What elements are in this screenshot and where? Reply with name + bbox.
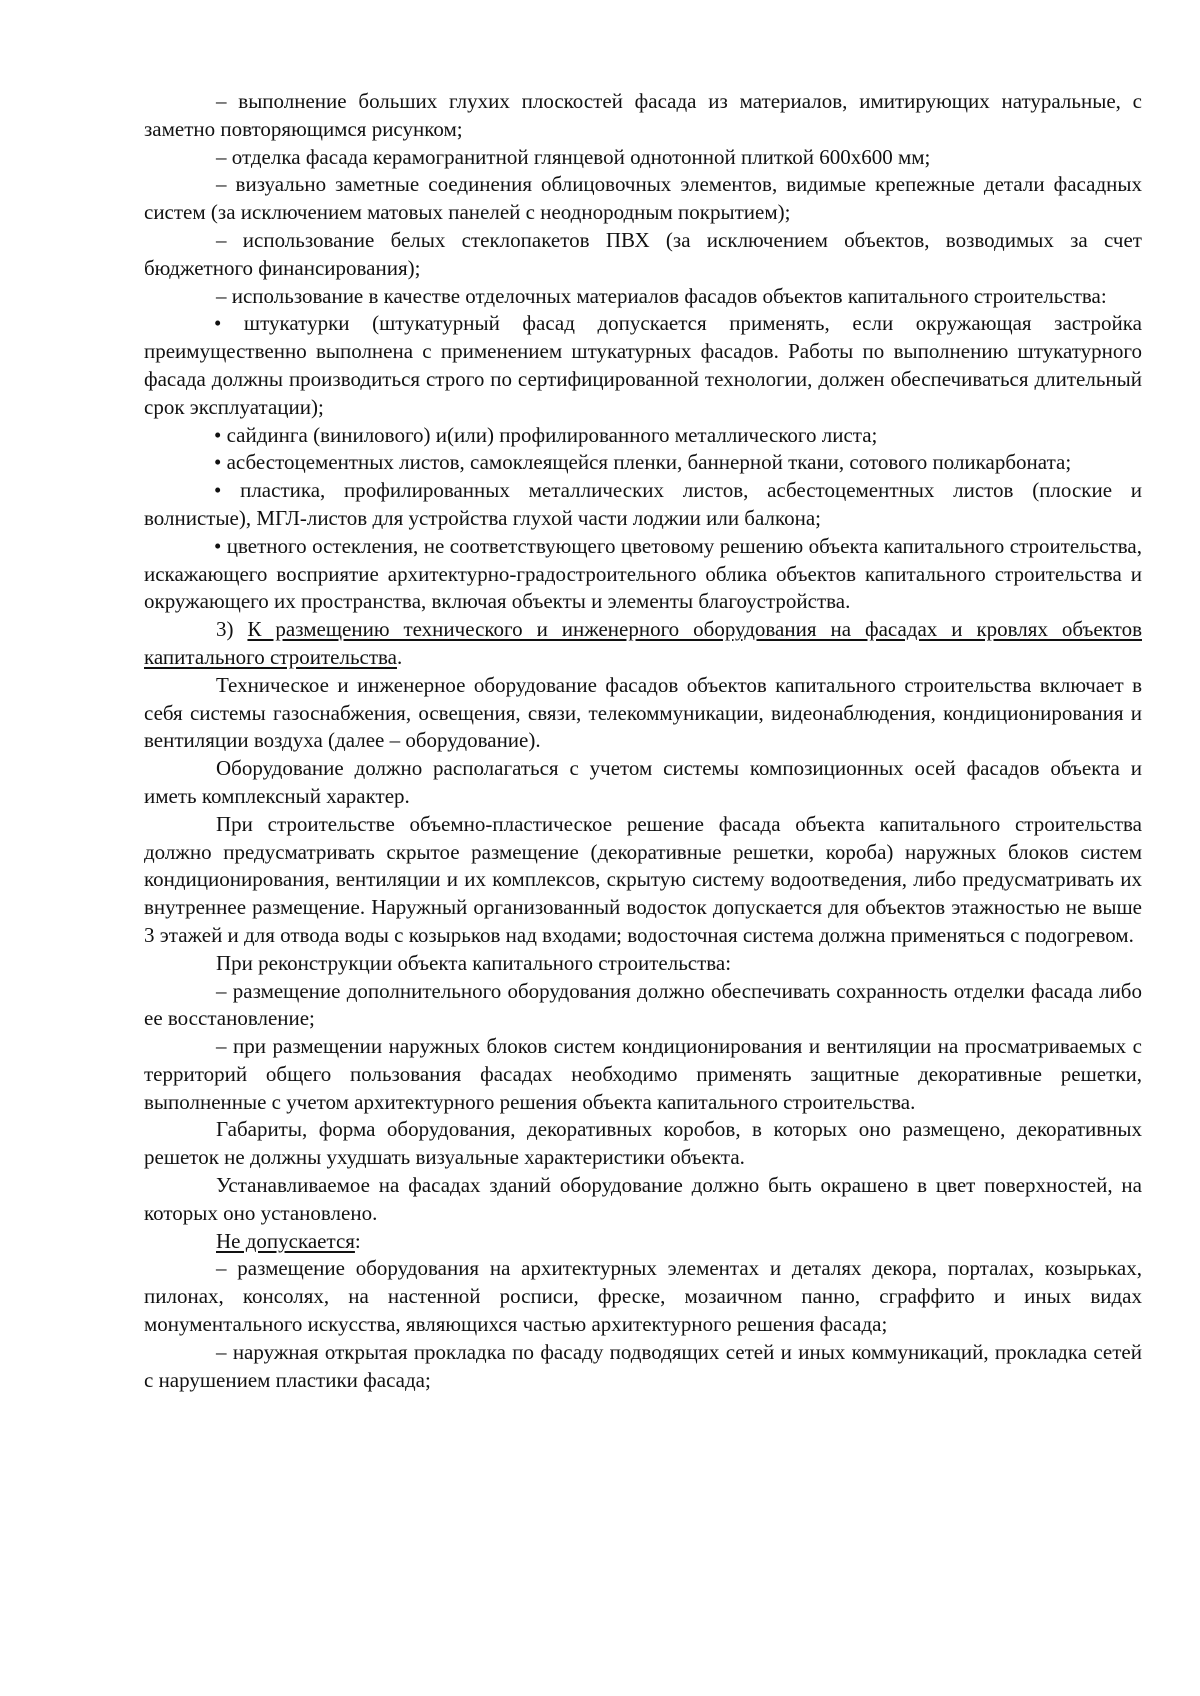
section-title-period: . [396,644,403,669]
paragraph-13: Оборудование должно располагаться с учетом системы композиционных осей фасадов объекта и иметь комплексный характер. [144,756,1142,808]
paragraph-2: – отделка фасада керамогранитной глянцевой однотонной плиткой 600х600 мм; [216,144,931,169]
paragraph-21: – размещение оборудования на архитектурных элементах и деталях декора, порталах, козырьках, пилонах, консолях, на настенной росписи, фреске, мозаичном панно, сграффито и иных видах монументального искусства, являющихся частью архитектурного решения фасада; [144,1256,1142,1337]
bullet-item-plastic: • пластика, профилированных металлических листов, асбестоцементных листов (плоские и волнистые), МГЛ-листов для устройства глухой части лоджии или балкона; [144,478,1142,530]
section-heading-3 [144,616,1142,672]
paragraph-14: При строительстве объемно-пластическое решение фасада объекта капитального строительства должно предусматривать скрытое размещение (декоративные решетки, короба) наружных блоков систем кондиционирования, вентиляции и их комплексов, скрытую систему водоотведения, либо предусматривать их внутреннее размещение. Наружный организованный водосток допускается для объектов этажностью не выше 3 этажей и для отвода воды с козырьков над входами; водосточная система должна применяться с подогревом. [144,811,1142,947]
prohibited-colon: : [354,1228,361,1253]
paragraph-17: – при размещении наружных блоков систем кондиционирования и вентиляции на просматриваемых с территорий общего пользования фасадах необходимо применять защитные декоративные решетки, выполненные с учетом архитектурного решения объекта капитального строительства. [144,1034,1142,1114]
paragraph-3: – визуально заметные соединения облицовочных элементов, видимые крепежные детали фасадных систем (за исключением матовых панелей с неоднородным покрытием); [144,172,1142,225]
bullet-item-plaster: • штукатурки (штукатурный фасад допускается применять, если окружающая застройка преимущественно выполнена с применением штукатурных фасадов. Работы по выполнению штукатурного фасада должны производиться строго по сертифицированной технологии, должен обеспечиваться длительный срок эксплуатации); [144,311,1142,419]
paragraph-16: – размещение дополнительного оборудования должно обеспечивать сохранность отделки фасада либо ее восстановление; [144,978,1142,1031]
paragraph-5: – использование в качестве отделочных материалов фасадов объектов капитального строительства: [216,283,1107,308]
paragraph-15: При реконструкции объекта капитального строительства: [216,950,732,975]
paragraph-22: – наружная открытая прокладка по фасаду подводящих сетей и иных коммуникаций, прокладка сетей с нарушением пластики фасада; [144,1339,1142,1392]
section-number: 3) [216,617,248,642]
bullet-item-siding: • сайдинга (винилового) и(или) профилированного металлического листа; [214,422,878,447]
paragraph-1: – выполнение больших глухих плоскостей фасада из материалов, имитирующих натуральные, с заметно повторяющимся рисунком; [144,89,1142,141]
bullet-item-asbestos: • асбестоцементных листов, самоклеящейся пленки, баннерной ткани, сотового поликарбоната; [214,450,1072,475]
prohibited-label: Не допускается [216,1228,355,1253]
prohibited-heading [144,1228,1142,1256]
paragraph-19: Устанавливаемое на фасадах зданий оборудование должно быть окрашено в цвет поверхностей, на которых оно установлено. [144,1173,1142,1225]
paragraph-18: Габариты, форма оборудования, декоративных коробов, в которых оно размещено, декоративных решеток не должны ухудшать визуальные характеристики объекта. [144,1117,1142,1170]
paragraph-12: Техническое и инженерное оборудование фасадов объектов капитального строительства включает в себя системы газоснабжения, освещения, связи, телекоммуникации, видеонаблюдения, кондиционирования и вентиляции воздуха (далее – оборудование). [144,672,1142,753]
bullet-item-glazing: • цветного остекления, не соответствующего цветовому решению объекта капитального строительства, искажающего восприятие архитектурно-градостроительного облика объектов капитального строительства и окружающего их пространства, включая объекты и элементы благоустройства. [144,533,1142,614]
section-title: К размещению технического и инженерного оборудования на фасадах и кровлях объектов капитального строительства [144,617,1142,669]
paragraph-4: – использование белых стеклопакетов ПВХ (за исключением объектов, возводимых за счет бюджетного финансирования); [144,227,1142,280]
